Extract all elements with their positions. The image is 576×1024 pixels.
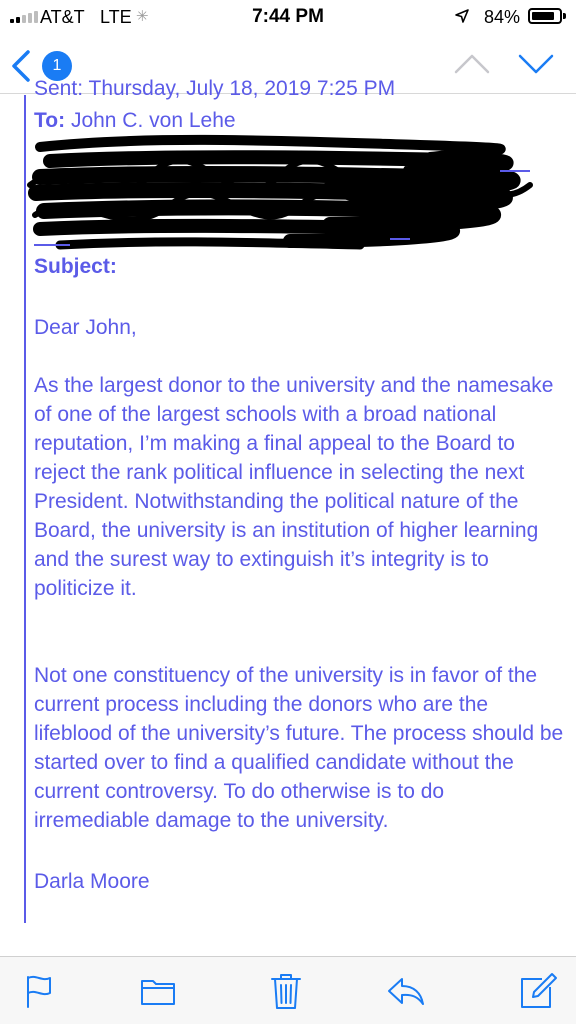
to-header bbox=[34, 109, 236, 133]
battery-percent: 84% bbox=[484, 7, 521, 27]
compose-button[interactable] bbox=[518, 971, 558, 1011]
email-paragraph-2: Not one constituency of the university is in favor of the current process including the donors who are the lifeblood of the university’s future. The process should be started over to find a qualified candidate without the current controversy. To do otherwise is to do irremediable damage to the university. bbox=[34, 664, 564, 832]
email-greeting: Dear John, bbox=[34, 316, 137, 339]
battery-icon bbox=[528, 8, 562, 24]
compose-icon bbox=[518, 971, 558, 1011]
network-type: LTE bbox=[100, 7, 132, 27]
carrier-name: AT&T bbox=[40, 7, 85, 27]
reply-icon bbox=[386, 971, 426, 1011]
to-label: To: bbox=[34, 109, 66, 132]
subject-label: Subject: bbox=[34, 255, 117, 278]
unread-count-badge[interactable]: 1 bbox=[42, 51, 72, 81]
email-body bbox=[0, 77, 576, 925]
flag-icon bbox=[18, 971, 58, 1011]
status-time: 7:44 PM bbox=[252, 6, 324, 27]
trash-icon bbox=[266, 971, 306, 1011]
flag-button[interactable] bbox=[18, 971, 58, 1011]
quote-bar bbox=[24, 95, 26, 923]
battery-level-fill bbox=[532, 12, 554, 20]
down-chevron-icon[interactable] bbox=[516, 48, 556, 80]
status-bar bbox=[0, 0, 576, 34]
up-chevron-icon[interactable] bbox=[452, 48, 492, 80]
location-arrow-icon bbox=[455, 9, 469, 23]
email-signature: Darla Moore bbox=[34, 870, 150, 893]
reply-button[interactable] bbox=[386, 971, 426, 1011]
to-recipient[interactable]: John C. von Lehe bbox=[70, 109, 236, 132]
activity-spinner-icon: ✳ bbox=[136, 8, 149, 25]
back-chevron-icon[interactable] bbox=[8, 48, 34, 84]
sent-header-line: Sent: Thursday, July 18, 2019 7:25 PM bbox=[34, 77, 396, 100]
mail-toolbar bbox=[0, 956, 576, 1024]
email-paragraph-1: As the largest donor to the university and the namesake of one of the largest schools with a broad national reputation, I’m making a final appeal to the Board to reject the rank political influence in selecting the next President. Notwithstanding the political nature of the Board, the university is an institution of higher learning and the surest way to extinguish it’s integrity is to politicize it. bbox=[34, 374, 554, 600]
trash-button[interactable] bbox=[266, 971, 306, 1011]
move-to-folder-button[interactable] bbox=[138, 971, 178, 1011]
folder-icon bbox=[138, 971, 178, 1011]
redaction-scribble bbox=[30, 135, 540, 255]
